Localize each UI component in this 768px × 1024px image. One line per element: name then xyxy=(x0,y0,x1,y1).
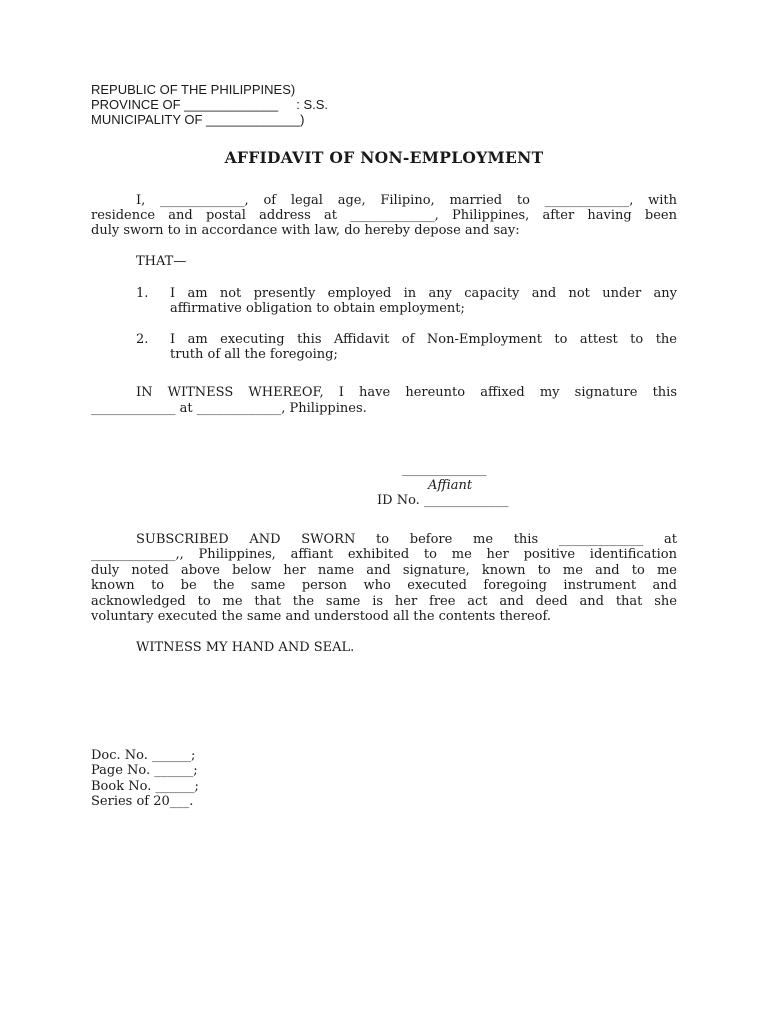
witness-line-1: IN WITNESS WHEREOF, I have hereunto affixed my signature this xyxy=(136,385,677,400)
venue-republic: REPUBLIC OF THE PHILIPPINES) xyxy=(91,82,296,97)
jurat-line-2: _____________,, Philippines, affiant exhibited to me her positive identification xyxy=(91,547,677,562)
that-label: THAT— xyxy=(136,254,187,269)
intro-line-1: I, _____________, of legal age, Filipino, married to _____________, with xyxy=(136,193,677,208)
item-1-line-2: affirmative obligation to obtain employment; xyxy=(170,301,465,316)
venue-province: PROVINCE OF _____________ : S.S. xyxy=(91,97,329,112)
item-1-number: 1. xyxy=(136,286,149,301)
document-title: AFFIDAVIT OF NON-EMPLOYMENT xyxy=(224,148,544,167)
item-2-line-1: I am executing this Affidavit of Non-Employment to attest to the xyxy=(170,332,677,347)
series-of: Series of 20___. xyxy=(91,794,194,809)
item-1-line-1: I am not presently employed in any capacity and not under any xyxy=(170,286,677,301)
jurat-line-5: acknowledged to me that the same is her free act and deed and that she xyxy=(91,594,677,609)
jurat-line-6: voluntary executed the same and understood all the contents thereof. xyxy=(91,609,551,624)
venue-municipality: MUNICIPALITY OF _____________) xyxy=(91,112,305,127)
item-2-number: 2. xyxy=(136,332,149,347)
intro-line-3: duly sworn to in accordance with law, do hereby depose and say: xyxy=(91,223,520,238)
witness-line-2: _____________ at _____________, Philippines. xyxy=(91,401,367,416)
affiant-label: Affiant xyxy=(428,478,473,493)
witness-hand-seal: WITNESS MY HAND AND SEAL. xyxy=(136,640,355,655)
jurat-line-1: SUBSCRIBED AND SWORN to before me this _____________ at xyxy=(136,532,677,547)
jurat-line-4: known to be the same person who executed foregoing instrument and xyxy=(91,578,677,593)
doc-no: Doc. No. ______; xyxy=(91,748,196,763)
page-no: Page No. ______; xyxy=(91,763,198,778)
book-no: Book No. ______; xyxy=(91,779,199,794)
item-2-line-2: truth of all the foregoing; xyxy=(170,347,338,362)
intro-line-2: residence and postal address at _____________, Philippines, after having been xyxy=(91,208,677,223)
affiant-signature-line: _____________ xyxy=(402,462,487,477)
affiant-id-line: ID No. _____________ xyxy=(377,493,509,508)
jurat-line-3: duly noted above below her name and signature, known to me and to me xyxy=(91,563,677,578)
